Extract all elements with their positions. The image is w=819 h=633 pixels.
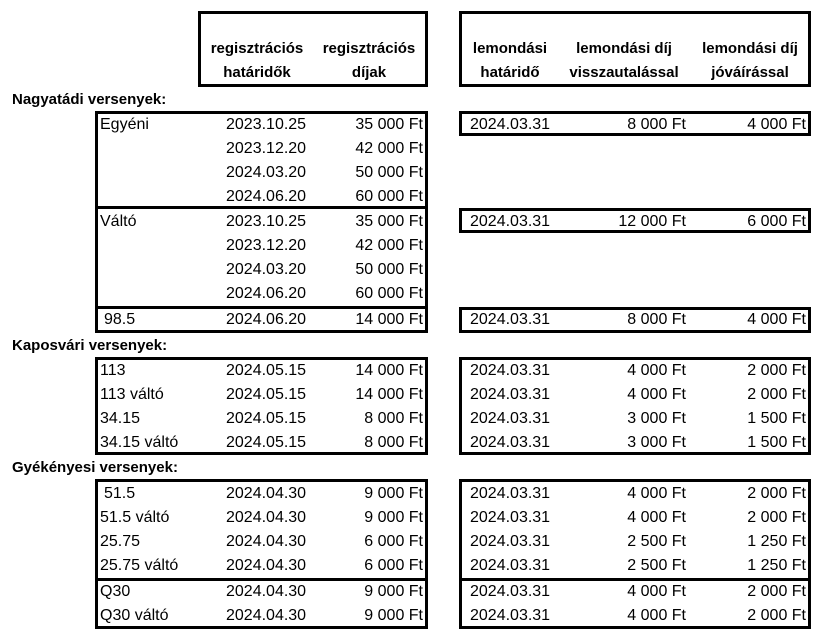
cancel-refund: 12 000 Ft [618,213,686,230]
reg-date: 2024.05.15 [226,386,307,403]
cancel-deadline: 2024.03.31 [470,557,551,574]
reg-date: 2024.06.20 [226,311,307,328]
reg-date: 2024.04.30 [226,583,307,600]
row-name: 51.5 [104,485,136,502]
cancel-refund: 4 000 Ft [627,509,686,526]
row-name: 34.15 [100,410,141,427]
row-name: 25.75 váltó [100,557,179,574]
reg-fee: 60 000 Ft [355,285,423,302]
header-cancel-deadline-line1: lemondási [472,40,548,57]
row-name: 25.75 [100,533,141,550]
cancel-deadline: 2024.03.31 [470,410,551,427]
row-name: 113 [100,362,126,379]
cancel-credit: 2 000 Ft [747,386,806,403]
reg-date: 2023.10.25 [226,116,307,133]
header-reg-deadlines-line2: határidők [223,64,291,81]
section-title-gyekenyes: Gyékényesi versenyek: [12,459,178,476]
row-name: 51.5 váltó [100,509,170,526]
section-title-kaposvar: Kaposvári versenyek: [12,337,168,354]
reg-date: 2023.10.25 [226,213,307,230]
cancel-refund: 8 000 Ft [627,311,686,328]
reg-fee: 14 000 Ft [355,311,423,328]
cancel-deadline: 2024.03.31 [470,311,551,328]
cancel-credit: 1 500 Ft [747,434,806,451]
cancel-refund: 3 000 Ft [627,410,686,427]
cancel-refund: 4 000 Ft [627,362,686,379]
row-name: 98.5 [104,311,136,328]
cancel-deadline: 2024.03.31 [470,485,551,502]
cancel-deadline: 2024.03.31 [470,434,551,451]
reg-fee: 42 000 Ft [355,140,423,157]
cancel-refund: 4 000 Ft [627,607,686,624]
header-reg-fees-line2: díjak [351,64,387,81]
row-name: Q30 [100,583,131,600]
reg-date: 2024.05.15 [226,362,307,379]
kaposvar-col-divider [426,357,427,455]
reg-fee: 50 000 Ft [355,164,423,181]
header-cancel-deadline [462,37,558,85]
reg-fee: 35 000 Ft [355,213,423,230]
reg-fee: 8 000 Ft [364,434,423,451]
cancel-deadline: 2024.03.31 [470,533,551,550]
cancel-deadline: 2024.03.31 [470,607,551,624]
cancel-credit: 2 000 Ft [747,362,806,379]
nagyatad-col-divider [426,111,427,333]
reg-date: 2024.03.20 [226,261,307,278]
reg-date: 2023.12.20 [226,140,307,157]
header-cancel-refund-line1: lemondási díj [576,40,672,57]
gyekenyes-col-divider [426,479,427,629]
header-cancel-credit [690,37,810,85]
header-cancel-refund-line2: visszautalással [569,64,679,81]
reg-fee: 8 000 Ft [364,410,423,427]
cancel-deadline: 2024.03.31 [470,386,551,403]
header-reg-fees [313,37,425,85]
header-cancel-credit-line2: jóváírással [711,64,789,81]
cancel-credit: 1 250 Ft [747,557,806,574]
cancel-refund: 2 500 Ft [627,533,686,550]
cancel-deadline: 2024.03.31 [470,583,551,600]
header-reg-deadlines-line1: regisztrációs [210,40,304,57]
cancel-deadline: 2024.03.31 [470,213,551,230]
cancel-deadline: 2024.03.31 [470,116,551,133]
cancel-credit: 4 000 Ft [747,311,806,328]
cancel-credit: 2 000 Ft [747,607,806,624]
cancel-credit: 1 250 Ft [747,533,806,550]
reg-date: 2024.06.20 [226,285,307,302]
row-name: Váltó [100,213,137,230]
reg-fee: 9 000 Ft [364,485,423,502]
section-title-nagyatad: Nagyatádi versenyek: [12,91,167,108]
reg-date: 2024.04.30 [226,607,307,624]
reg-fee: 42 000 Ft [355,237,423,254]
reg-fee: 60 000 Ft [355,188,423,205]
row-name: 113 váltó [100,386,164,403]
reg-date: 2024.04.30 [226,485,307,502]
reg-date: 2024.04.30 [226,533,307,550]
header-cancel-deadline-line2: határidő [480,64,540,81]
cancel-deadline: 2024.03.31 [470,362,551,379]
reg-date: 2023.12.20 [226,237,307,254]
reg-fee: 9 000 Ft [364,607,423,624]
cancel-deadline: 2024.03.31 [470,509,551,526]
reg-date: 2024.04.30 [226,509,307,526]
reg-date: 2024.04.30 [226,557,307,574]
row-name: 34.15 váltó [100,434,179,451]
reg-fee: 9 000 Ft [364,509,423,526]
cancel-refund: 4 000 Ft [627,485,686,502]
header-cancel-credit-line1: lemondási díj [702,40,798,57]
reg-fee: 50 000 Ft [355,261,423,278]
cancel-credit: 2 000 Ft [747,485,806,502]
reg-fee: 14 000 Ft [355,386,423,403]
reg-fee: 14 000 Ft [355,362,423,379]
cancel-credit: 6 000 Ft [747,213,806,230]
cancel-credit: 1 500 Ft [747,410,806,427]
reg-date: 2024.05.15 [226,410,307,427]
reg-fee: 6 000 Ft [364,557,423,574]
header-reg-fees-line1: regisztrációs [322,40,416,57]
reg-fee: 6 000 Ft [364,533,423,550]
row-name: Q30 váltó [100,607,169,624]
header-cancel-refund [558,37,690,85]
cancel-credit: 4 000 Ft [747,116,806,133]
cancel-refund: 2 500 Ft [627,557,686,574]
cancel-refund: 3 000 Ft [627,434,686,451]
cancel-refund: 4 000 Ft [627,583,686,600]
reg-date: 2024.06.20 [226,188,307,205]
reg-fee: 35 000 Ft [355,116,423,133]
row-name: Egyéni [100,116,149,133]
reg-date: 2024.03.20 [226,164,307,181]
cancel-refund: 8 000 Ft [627,116,686,133]
cancel-refund: 4 000 Ft [627,386,686,403]
cancel-credit: 2 000 Ft [747,509,806,526]
cancel-credit: 2 000 Ft [747,583,806,600]
reg-fee: 9 000 Ft [364,583,423,600]
header-reg-deadlines [201,37,313,85]
reg-date: 2024.05.15 [226,434,307,451]
